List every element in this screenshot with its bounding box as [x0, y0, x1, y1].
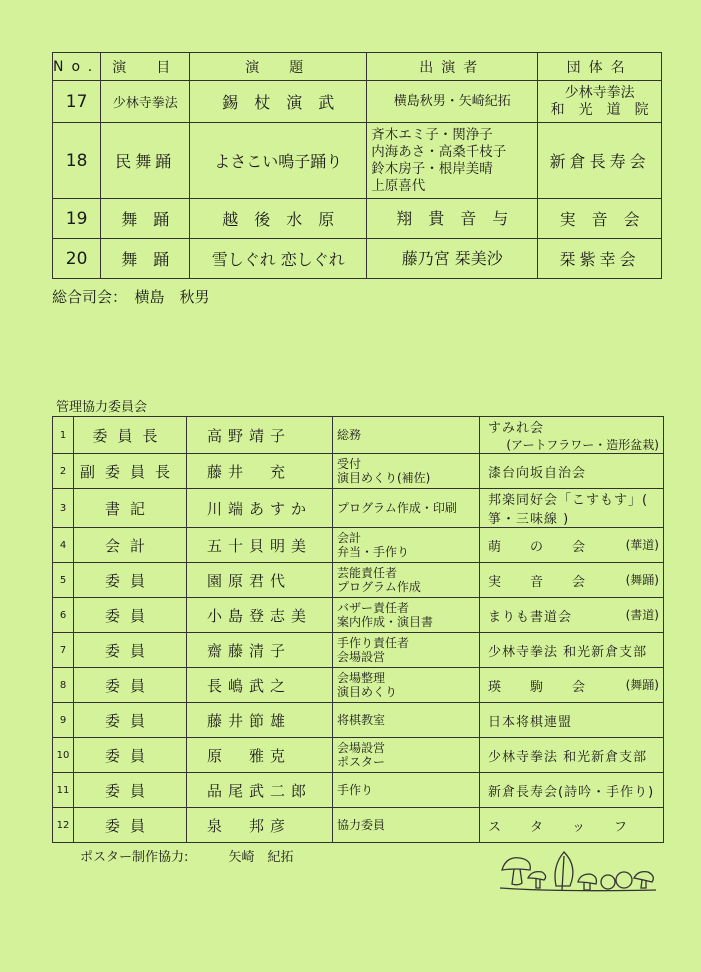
row-group	[538, 81, 662, 123]
row-performers: 翔 貴 音 与	[367, 199, 538, 239]
organization-name: 日本将棋連盟	[488, 714, 573, 730]
row-duty	[333, 598, 480, 633]
duty-line: ポスター	[337, 755, 386, 769]
row-number: 5	[53, 563, 74, 598]
row-number: 12	[53, 808, 74, 843]
row-role: 書記	[74, 489, 187, 528]
duty-line: 協力委員	[337, 818, 386, 832]
row-role: 委員	[74, 703, 187, 738]
duty-line: プログラム作成・印刷	[337, 501, 457, 515]
row-no: 20	[53, 239, 101, 279]
row-organization	[480, 808, 664, 843]
row-role: 委員	[74, 598, 187, 633]
committee-body	[53, 417, 664, 843]
row-title: 雪しぐれ 恋しぐれ	[190, 239, 367, 279]
row-name: 泉 邦彦	[187, 808, 333, 843]
committee-row	[53, 454, 664, 489]
organization-name: 少林寺拳法 和光新倉支部	[488, 644, 648, 660]
row-performers: 藤乃宮 栞美沙	[367, 239, 538, 279]
row-organization	[480, 668, 664, 703]
row-organization	[480, 528, 664, 563]
row-name: 高野靖子	[187, 417, 333, 454]
committee-row	[53, 773, 664, 808]
row-genre: 民舞踊	[101, 123, 190, 199]
organization-note: (華道)	[625, 537, 659, 552]
row-number: 3	[53, 489, 74, 528]
row-number: 6	[53, 598, 74, 633]
group-line: 少林寺拳法	[564, 84, 635, 101]
header-no: No.	[53, 53, 101, 81]
row-name: 品尾武二郎	[187, 773, 333, 808]
row-organization	[480, 738, 664, 773]
organization-name: 漆台向坂自治会	[488, 465, 587, 481]
duty-line: 受付	[337, 457, 362, 471]
committee-title: 管理協力委員会	[56, 400, 148, 415]
row-genre: 舞 踊	[101, 199, 190, 239]
group-line: 和 光 道 院	[550, 101, 649, 118]
row-duty	[333, 489, 480, 528]
organization-name: 少林寺拳法 和光新倉支部	[488, 749, 648, 765]
committee-row	[53, 668, 664, 703]
row-duty	[333, 668, 480, 703]
duty-line: 総務	[337, 428, 362, 442]
organization-note: (アートフラワー・造形盆栽)	[506, 438, 659, 452]
row-role: 委員長	[74, 417, 187, 454]
row-name: 長嶋武之	[187, 668, 333, 703]
committee-row	[53, 808, 664, 843]
row-number: 9	[53, 703, 74, 738]
row-genre: 舞 踊	[101, 239, 190, 279]
row-group: 実 音 会	[538, 199, 662, 239]
row-number: 8	[53, 668, 74, 703]
header-group: 団体名	[538, 53, 662, 81]
row-role: 委員	[74, 633, 187, 668]
committee-table	[52, 416, 664, 843]
row-name: 齋藤清子	[187, 633, 333, 668]
row-role: 会計	[74, 528, 187, 563]
row-organization	[480, 417, 664, 454]
header-performers: 出演者	[367, 53, 538, 81]
program-header-row	[53, 53, 662, 81]
duty-line: プログラム作成	[337, 580, 421, 594]
header-genre: 演 目	[101, 53, 190, 81]
row-performers	[367, 123, 538, 199]
program-row	[53, 81, 662, 123]
row-name: 藤井節雄	[187, 703, 333, 738]
program-row	[53, 199, 662, 239]
organization-name: 邦楽同好会「こすもす」( 箏・三味線 )	[488, 493, 649, 527]
row-no: 19	[53, 199, 101, 239]
organization-name: まりも書道会	[488, 609, 573, 625]
poster-label: ポスター制作協力:	[80, 850, 189, 865]
duty-line: 演目めくり(補佐)	[337, 471, 431, 485]
row-name: 川端あすか	[187, 489, 333, 528]
row-number: 11	[53, 773, 74, 808]
duty-line: バザー責任者	[337, 601, 410, 615]
row-organization	[480, 454, 664, 489]
row-group: 新倉長寿会	[538, 123, 662, 199]
row-number: 10	[53, 738, 74, 773]
row-role: 委員	[74, 808, 187, 843]
performer-line: 上原喜代	[371, 177, 426, 194]
committee-row	[53, 489, 664, 528]
row-duty	[333, 703, 480, 738]
header-title: 演 題	[190, 53, 367, 81]
performer-line: 内海あさ・高桑千枝子	[371, 143, 507, 160]
row-role: 委員	[74, 668, 187, 703]
committee-row	[53, 738, 664, 773]
organization-name: 萌 の 会	[488, 539, 587, 555]
row-number: 2	[53, 454, 74, 489]
duty-line: 演目めくり	[337, 685, 398, 699]
duty-line: 案内作成・演目書	[337, 615, 434, 629]
row-duty	[333, 417, 480, 454]
row-organization	[480, 773, 664, 808]
organization-note: (書道)	[625, 607, 659, 622]
organization-name: 瑛 駒 会	[488, 679, 587, 695]
row-no: 17	[53, 81, 101, 123]
row-organization	[480, 633, 664, 668]
duty-line: 手作り責任者	[337, 636, 410, 650]
row-duty	[333, 563, 480, 598]
mc-line: 総合司会： 横島 秋男	[52, 288, 210, 306]
program-row	[53, 239, 662, 279]
duty-line: 会場設営	[337, 741, 386, 755]
organization-name: 新倉長寿会(詩吟・手作り)	[488, 784, 655, 800]
row-duty	[333, 808, 480, 843]
committee-row	[53, 703, 664, 738]
committee-row	[53, 633, 664, 668]
row-number: 1	[53, 417, 74, 454]
row-role: 委員	[74, 738, 187, 773]
committee-row	[53, 563, 664, 598]
organization-note: (舞踊)	[625, 677, 659, 692]
row-genre: 少林寺拳法	[101, 81, 190, 123]
duty-line: 将棋教室	[337, 713, 386, 727]
program-row	[53, 123, 662, 199]
row-duty	[333, 528, 480, 563]
row-duty	[333, 773, 480, 808]
row-number: 7	[53, 633, 74, 668]
row-performers: 横島秋男・矢崎紀拓	[367, 81, 538, 123]
row-title: よさこい鳴子踊り	[190, 123, 367, 199]
row-duty	[333, 454, 480, 489]
row-duty	[333, 633, 480, 668]
row-group: 栞紫幸会	[538, 239, 662, 279]
row-name: 五十貝明美	[187, 528, 333, 563]
organization-note: (舞踊)	[625, 572, 659, 587]
duty-line: 会場整理	[337, 671, 386, 685]
duty-line: 会場設営	[337, 650, 386, 664]
performer-line: 鈴木房子・根岸美晴	[371, 160, 493, 177]
duty-line: 会計	[337, 531, 362, 545]
row-organization	[480, 563, 664, 598]
row-name: 藤井 充	[187, 454, 333, 489]
row-title: 越 後 水 原	[190, 199, 367, 239]
row-organization	[480, 489, 664, 528]
poster-name: 矢崎 紀拓	[228, 850, 294, 865]
duty-line: 芸能責任者	[337, 566, 398, 580]
poster-credit	[80, 846, 330, 865]
mushroom-leaf-illustration	[498, 848, 658, 894]
performer-line: 斉木エミ子・関浄子	[371, 126, 493, 143]
duty-line: 弁当・手作り	[337, 545, 410, 559]
organization-name: ス タ ッ フ	[488, 819, 629, 835]
row-role: 副委員長	[74, 454, 187, 489]
committee-row	[53, 598, 664, 633]
organization-name: すみれ会	[488, 421, 545, 436]
row-role: 委員	[74, 773, 187, 808]
program-table	[52, 52, 662, 279]
row-duty	[333, 738, 480, 773]
row-no: 18	[53, 123, 101, 199]
organization-name: 実 音 会	[488, 574, 587, 590]
duty-line: 手作り	[337, 783, 374, 797]
committee-row	[53, 417, 664, 454]
row-name: 原 雅克	[187, 738, 333, 773]
row-name: 小島登志美	[187, 598, 333, 633]
row-number: 4	[53, 528, 74, 563]
row-role: 委員	[74, 563, 187, 598]
row-name: 園原君代	[187, 563, 333, 598]
committee-row	[53, 528, 664, 563]
row-organization	[480, 598, 664, 633]
row-title: 錫 杖 演 武	[190, 81, 367, 123]
row-organization	[480, 703, 664, 738]
